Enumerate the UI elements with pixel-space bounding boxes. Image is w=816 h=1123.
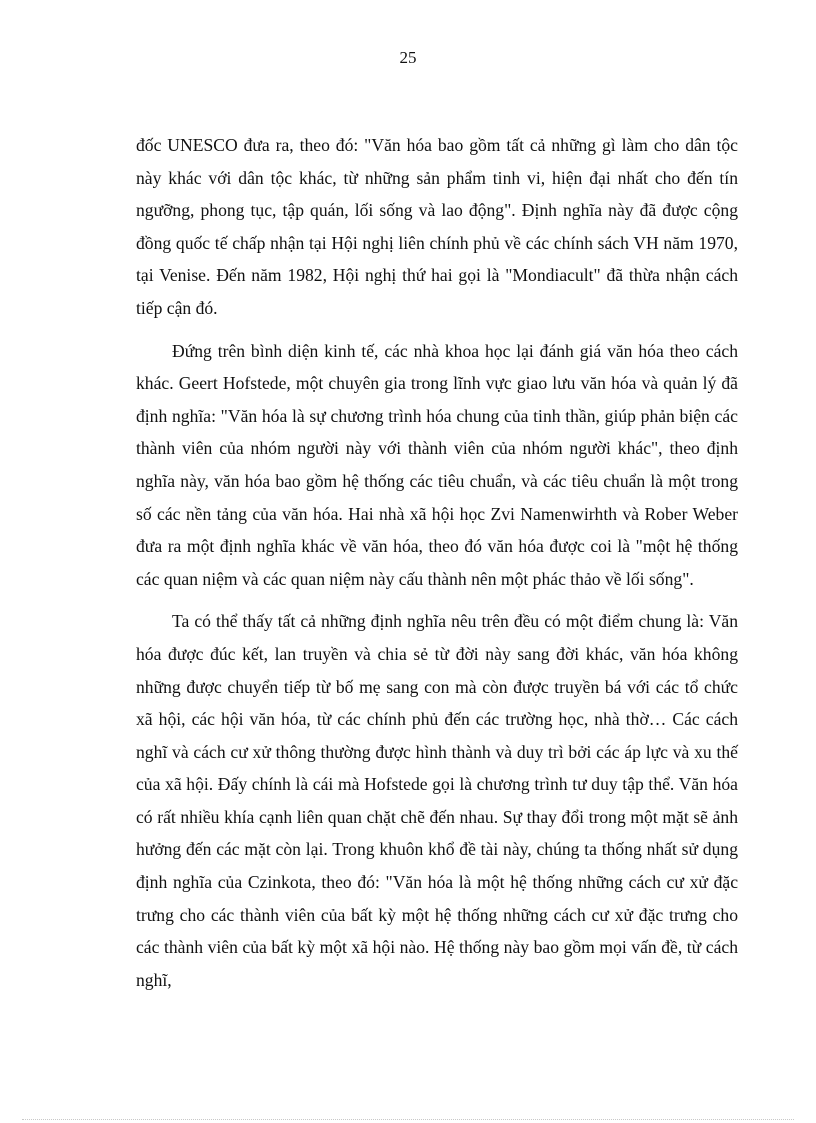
paragraph-1: đốc UNESCO đưa ra, theo đó: "Văn hóa bao gồm tất cả những gì làm cho dân tộc này khác với dân tộc khác, từ những sản phẩm tinh vi, hiện đại nhất cho đến tín ngưỡng, phong tục, tập quán, lối sống và lao động". Định nghĩa này đã được cộng đồng quốc tế chấp nhận tại Hội nghị liên chính phủ về các chính sách VH năm 1970, tại Venise. Đến năm 1982, Hội nghị thứ hai gọi là "Mondiacult" đã thừa nhận cách tiếp cận đó. [136, 135, 738, 318]
body-text [136, 129, 738, 1006]
paragraph-2: Đứng trên bình diện kinh tế, các nhà khoa học lại đánh giá văn hóa theo cách khác. Geert Hofstede, một chuyên gia trong lĩnh vực giao lưu văn hóa và quản lý đã định nghĩa: "Văn hóa là sự chương trình hóa chung của tinh thần, giúp phản biện các thành viên của nhóm người này với thành viên của nhóm người khác", theo định nghĩa này, văn hóa bao gồm hệ thống các tiêu chuẩn, và các tiêu chuẩn là một trong số các nền tảng của văn hóa. Hai nhà xã hội học Zvi Namenwirhth và Rober Weber đưa ra một định nghĩa khác về văn hóa, theo đó văn hóa được coi là "một hệ thống các quan niệm và các quan niệm này cấu thành nên một phác thảo về lối sống". [136, 340, 738, 589]
footer-divider [22, 1119, 794, 1120]
paragraph-3: Ta có thể thấy tất cả những định nghĩa nêu trên đều có một điểm chung là: Văn hóa được đúc kết, lan truyền và chia sẻ từ đời này sang đời khác, văn hóa không những được chuyển tiếp từ bố mẹ sang con mà còn được truyền bá với các tổ chức xã hội, các hội văn hóa, từ các chính phủ đến các trường học, nhà thờ… Các cách nghĩ và cách cư xử thông thường được hình thành và duy trì bởi các áp lực và xu thế của xã hội. Đấy chính là cái mà Hofstede gọi là chương trình tư duy tập thể. Văn hóa có rất nhiều khía cạnh liên quan chặt chẽ đến nhau. Sự thay đổi trong một mặt sẽ ảnh hưởng đến các mặt còn lại. Trong khuôn khổ đề tài này, chúng ta thống nhất sử dụng định nghĩa của Czinkota, theo đó: "Văn hóa là một hệ thống những cách cư xử đặc trưng cho các thành viên của bất kỳ một hệ thống những cách cư xử đặc trưng cho các thành viên của bất kỳ một xã hội nào. Hệ thống này bao gồm mọi vấn đề, từ cách nghĩ, [136, 611, 738, 990]
page-number: 25 [399, 48, 417, 67]
